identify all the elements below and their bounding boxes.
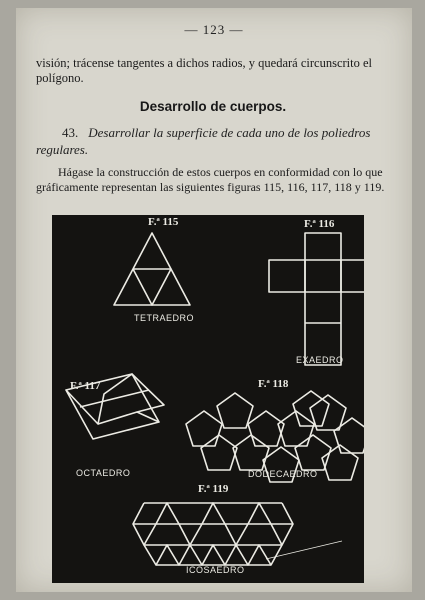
fig-118-number: F.ª 118 (258, 378, 289, 390)
problem-text: Desarrollar la superficie de cada uno de los poliedros regulares. (36, 125, 371, 157)
fig-115-number: F.ª 115 (148, 216, 179, 228)
book-page (16, 8, 412, 592)
fig-117-number: F.ª 117 (70, 380, 101, 392)
scratch-mark (266, 541, 342, 559)
fig-115-label: TETRAEDRO (134, 313, 195, 323)
page-number: — 123 — (184, 22, 244, 37)
figure-plate (52, 215, 364, 583)
fig-116-number: F.ª 116 (304, 218, 335, 230)
tetrahedron-net (114, 233, 190, 305)
intro-paragraph: visión; trácense tangentes a dichos radios, y quedará circunscrito el polígono. (36, 56, 372, 85)
cube-net (269, 233, 364, 365)
problem-number: 43. (62, 125, 79, 140)
section-title: Desarrollo de cuerpos. (139, 99, 287, 114)
fig-116-label: EXAEDRO (296, 355, 344, 365)
fig-118-label: DODECAEDRO (248, 469, 318, 479)
fig-119-label: ICOSAEDRO (186, 565, 245, 575)
figure-plate-svg (52, 215, 364, 583)
fig-117-label: OCTAEDRO (76, 468, 131, 478)
problem-statement (36, 124, 398, 158)
icosahedron-net (133, 503, 293, 565)
fig-119-number: F.ª 119 (198, 483, 229, 495)
body-paragraph: Hágase la construcción de estos cuerpos en conformidad con lo que gráficamente representan las siguientes figuras 115, 116, 117, 118 y 119. (36, 165, 385, 194)
